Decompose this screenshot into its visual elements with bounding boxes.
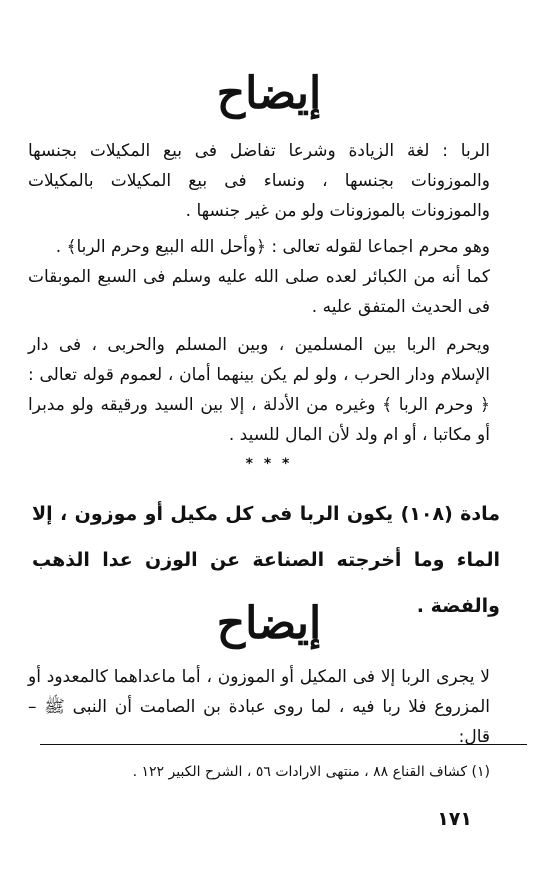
section-separator: * * * — [245, 456, 293, 472]
paragraph-major-sins: كما أنه من الكبائر لعده صلى الله عليه وسلم فى السبع الموبقات فى الحديث المتفق عليه . — [28, 267, 490, 317]
article-108: مادة (١٠٨) يكون الربا فى كل مكيل أو موزون ، إلا الماء وما أخرجته الصناعة عن الوزن عدا الذهب والفضة . — [32, 503, 500, 617]
paragraph-scope: ويحرم الربا بين المسلمين ، وبين المسلم والحربى ، فى دار الإسلام ودار الحرب ، ولو لم يكن بينهما أمان ، لعموم قوله تعالى : ﴿ وحرم الربا ﴾ وغيره من الأدلة ، إلا بين السيد ورقيقه ولو مدبرا أو مكاتبا ، أو ام ولد لأن المال للسيد . — [28, 335, 490, 445]
section-heading: إيضاح — [216, 68, 322, 119]
paragraph-explanation: لا يجرى الربا إلا فى المكيل أو الموزون ، أما ماعداهما كالمعدود أو المزروع فلا ربا فيه ، لما روى عبادة بن الصامت أن النبى ﷺ – قال: — [28, 667, 490, 747]
page-number: ١٧١ — [437, 808, 472, 830]
paragraph-prohibition: وهو محرم اجماعا لقوله تعالى : ﴿وأحل الله البيع وحرم الربا﴾ . — [55, 237, 490, 257]
paragraph-definition: الربا : لغة الزيادة وشرعا تفاضل فى بيع المكيلات بجنسها والموزونات بجنسها ، ونساء فى بيع المكيلات بالمكيلات والموزونات بالموزونات ولو من غير جنسها . — [28, 141, 490, 221]
footnote-divider — [40, 744, 527, 745]
footnote: (١) كشاف القناع ٨٨ ، منتهى الارادات ٥٦ ، الشرح الكبير ١٢٢ . — [132, 764, 490, 780]
section-heading-2: إيضاح — [216, 598, 322, 649]
